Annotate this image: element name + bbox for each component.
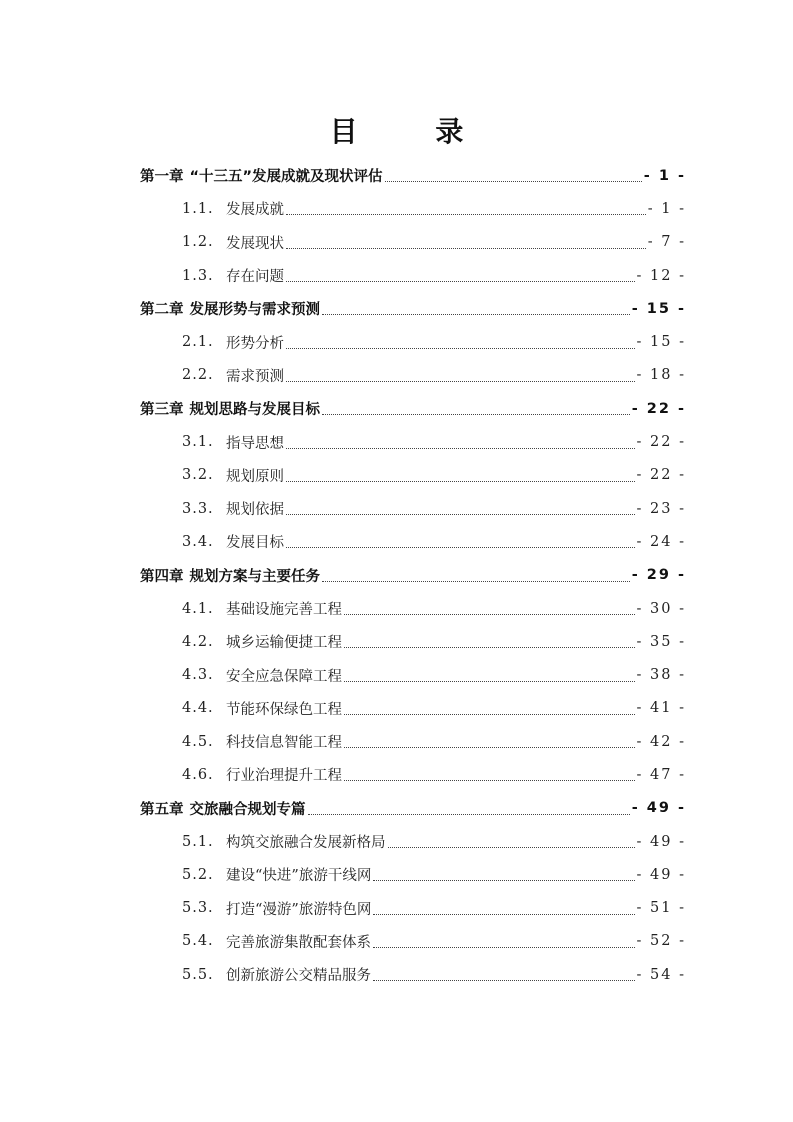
entry-page-number: - 38 - [636,667,686,684]
dot-leader [385,181,642,182]
entry-page-number: - 51 - [636,900,686,917]
entry-title: 规划依据 [226,502,284,519]
toc-section-entry[interactable] [0,692,793,725]
entry-title: 构筑交旅融合发展新格局 [226,835,386,852]
toc-section-entry[interactable] [0,758,793,791]
dot-leader [344,681,635,682]
toc-section-entry[interactable] [0,459,793,492]
entry-number: 1.3. [182,267,214,284]
toc-section-entry[interactable] [0,625,793,658]
entry-number: 5.2. [182,866,214,883]
entry-title: 需求预测 [226,368,284,385]
entry-title: 行业治理提升工程 [226,768,342,785]
entry-title: 发展现状 [226,235,284,252]
entry-title: 发展形势与需求预测 [189,302,320,319]
dot-leader [286,481,635,482]
dot-leader [286,381,635,382]
dot-leader [322,581,630,582]
entry-page-number: - 49 - [631,800,686,817]
toc-section-entry[interactable] [0,592,793,625]
entry-number: 1.2. [182,234,214,251]
toc-chapter-entry[interactable] [0,292,793,325]
entry-number: 3.2. [182,467,214,484]
toc-chapter-entry[interactable] [0,792,793,825]
toc-section-entry[interactable] [0,226,793,259]
entry-page-number: - 49 - [636,866,686,883]
entry-page-number: - 22 - [631,400,686,417]
toc-chapter-entry[interactable] [0,559,793,592]
entry-number: 4.3. [182,667,214,684]
entry-number: 5.4. [182,933,214,950]
entry-number: 3.3. [182,500,214,517]
dot-leader [344,714,635,715]
entry-number: 4.1. [182,600,214,617]
dot-leader [286,514,635,515]
dot-leader [344,780,635,781]
dot-leader [286,248,646,249]
entry-title: 打造“漫游”旅游特色网 [226,901,372,918]
dot-leader [344,747,635,748]
entry-number: 3.1. [182,434,214,451]
entry-number: 3.4. [182,533,214,550]
toc-section-entry[interactable] [0,958,793,991]
entry-number: 4.2. [182,633,214,650]
dot-leader [286,214,646,215]
entry-title: 交旅融合规划专篇 [189,801,306,818]
dot-leader [344,614,635,615]
toc-section-entry[interactable] [0,825,793,858]
entry-number: 1.1. [182,200,214,217]
entry-title: 基础设施完善工程 [226,602,342,618]
entry-title: 创新旅游公交精品服务 [226,968,371,985]
entry-page-number: - 12 - [636,267,686,284]
dot-leader [373,980,635,981]
dot-leader [322,414,630,415]
dot-leader [373,947,635,948]
toc-section-entry[interactable] [0,892,793,925]
entry-title: 节能环保绿色工程 [226,701,342,718]
entry-title: 指导思想 [226,435,284,452]
entry-page-number: - 47 - [636,766,686,783]
entry-title: 完善旅游集散配套体系 [226,934,371,951]
entry-title: 建设“快进”旅游干线网 [226,868,372,885]
entry-page-number: - 22 - [636,467,686,484]
entry-number: 5.5. [182,966,214,983]
entry-title: 发展目标 [226,535,284,552]
entry-page-number: - 49 - [636,833,686,850]
entry-page-number: - 35 - [636,633,686,650]
toc-section-entry[interactable] [0,925,793,958]
entry-number: 第二章 [140,302,184,319]
toc-section-entry[interactable] [0,658,793,691]
entry-page-number: - 22 - [636,434,686,451]
entry-page-number: - 52 - [636,933,686,950]
entry-title: 城乡运输便捷工程 [226,635,342,652]
toc-section-entry[interactable] [0,725,793,758]
dot-leader [373,880,634,881]
entry-number: 5.3. [182,900,214,917]
dot-leader [308,814,630,815]
table-of-contents [0,159,793,991]
entry-page-number: - 1 - [643,167,686,184]
entry-number: 2.1. [182,334,214,351]
entry-number: 第三章 [140,402,184,419]
entry-title: 规划原则 [226,468,284,485]
toc-section-entry[interactable] [0,359,793,392]
dot-leader [286,348,635,349]
entry-page-number: - 42 - [636,733,686,750]
toc-section-entry[interactable] [0,325,793,358]
entry-number: 4.4. [182,700,214,717]
dot-leader [322,314,630,315]
entry-number: 第一章 [140,169,184,186]
toc-title: 目 录 [329,115,498,148]
entry-page-number: - 41 - [636,700,686,717]
entry-page-number: - 24 - [636,533,686,550]
entry-title: 安全应急保障工程 [226,668,342,685]
entry-number: 2.2. [182,367,214,384]
entry-number: 第四章 [140,568,184,585]
toc-section-entry[interactable] [0,425,793,458]
entry-title: 形势分析 [226,335,284,352]
entry-title: 规划思路与发展目标 [189,402,320,419]
toc-section-entry[interactable] [0,192,793,225]
entry-page-number: - 15 - [636,334,686,351]
entry-title: 科技信息智能工程 [226,735,342,752]
entry-page-number: - 54 - [636,966,686,983]
toc-section-entry[interactable] [0,259,793,292]
entry-number: 4.6. [182,766,214,783]
toc-section-entry[interactable] [0,525,793,558]
entry-title: 存在问题 [226,269,284,286]
entry-title: 规划方案与主要任务 [189,568,320,585]
entry-page-number: - 30 - [636,600,686,617]
entry-page-number: - 7 - [647,234,686,251]
dot-leader [286,448,635,449]
entry-title: 发展成就 [226,202,284,219]
entry-number: 4.5. [182,733,214,750]
toc-chapter-entry[interactable] [0,159,793,192]
entry-number: 第五章 [140,801,184,818]
dot-leader [286,547,635,548]
entry-page-number: - 23 - [636,500,686,517]
entry-title: “十三五”发展成就及现状评估 [189,169,383,186]
toc-chapter-entry[interactable] [0,392,793,425]
entry-page-number: - 1 - [647,200,686,217]
entry-page-number: - 15 - [631,300,686,317]
dot-leader [373,914,634,915]
toc-section-entry[interactable] [0,492,793,525]
dot-leader [286,281,635,282]
entry-number: 5.1. [182,833,214,850]
entry-page-number: - 18 - [636,367,686,384]
entry-page-number: - 29 - [631,567,686,584]
dot-leader [388,847,635,848]
dot-leader [344,647,635,648]
toc-section-entry[interactable] [0,858,793,891]
